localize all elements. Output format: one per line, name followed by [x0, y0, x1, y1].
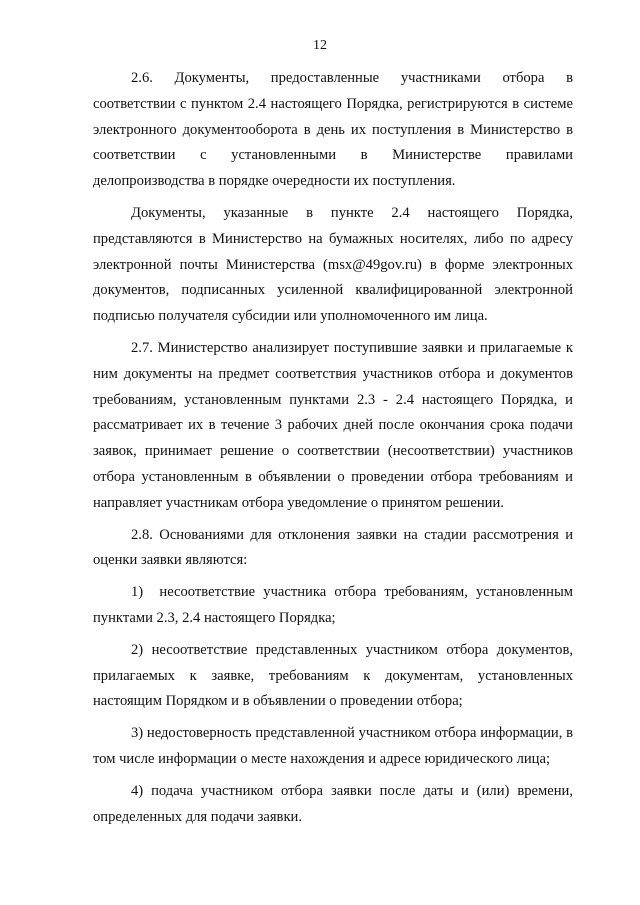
- paragraph-2-8: 2.8. Основаниями для отклонения заявки на стадии рассмотрения и оценки заявки являются:: [93, 526, 573, 569]
- list-item-1: 1) несоответствие участника отбора требованиям, установленным пунктами 2.3, 2.4 настоящего Порядка;: [93, 584, 573, 626]
- list-item-3: 3) недостоверность представленной участником отбора информации, в том числе информации о месте нахождения и адресе юридического лица;: [93, 725, 573, 767]
- paragraph-2-7: 2.7. Министерство анализирует поступившие заявки и прилагаемые к ним документы на предмет соответствия участников отбора и документов требованиям, установленным пунктами 2.3 - 2.4 настоящего Порядка, и рассматривает их в течение 3 рабочих дней после окончания срока подачи заявок, принимает решение о соответствии (несоответствии) участников отбора установленным в объявлении о проведении отбора требованиям и направляет участникам отбора уведомление о принятом решении.: [93, 339, 573, 511]
- paragraph-documents-submission: Документы, указанные в пункте 2.4 настоящего Порядка, представляются в Министерство на бумажных носителях, либо по адресу электронной почты Министерства (msx@49gov.ru) в форме электронных документов, подписанных усиленной квалифицированной электронной подписью получателя субсидии или уполномоченного им лица.: [93, 204, 573, 325]
- document-body: [93, 66, 573, 836]
- paragraph-2-6: 2.6. Документы, предоставленные участниками отбора в соответствии с пунктом 2.4 настоящего Порядка, регистрируются в системе электронного документооборота в день их поступления в Министерство в соответствии с установленными в Министерстве правилами делопроизводства в порядке очередности их поступления.: [93, 70, 573, 190]
- list-item-2: 2) несоответствие представленных участником отбора документов, прилагаемых к заявке, требованиям к документам, установленных настоящим Порядком и в объявлении о проведении отбора;: [93, 641, 573, 710]
- page-number: 12: [313, 38, 327, 53]
- list-item-4: 4) подача участником отбора заявки после даты и (или) времени, определенных для подачи заявки.: [93, 782, 573, 825]
